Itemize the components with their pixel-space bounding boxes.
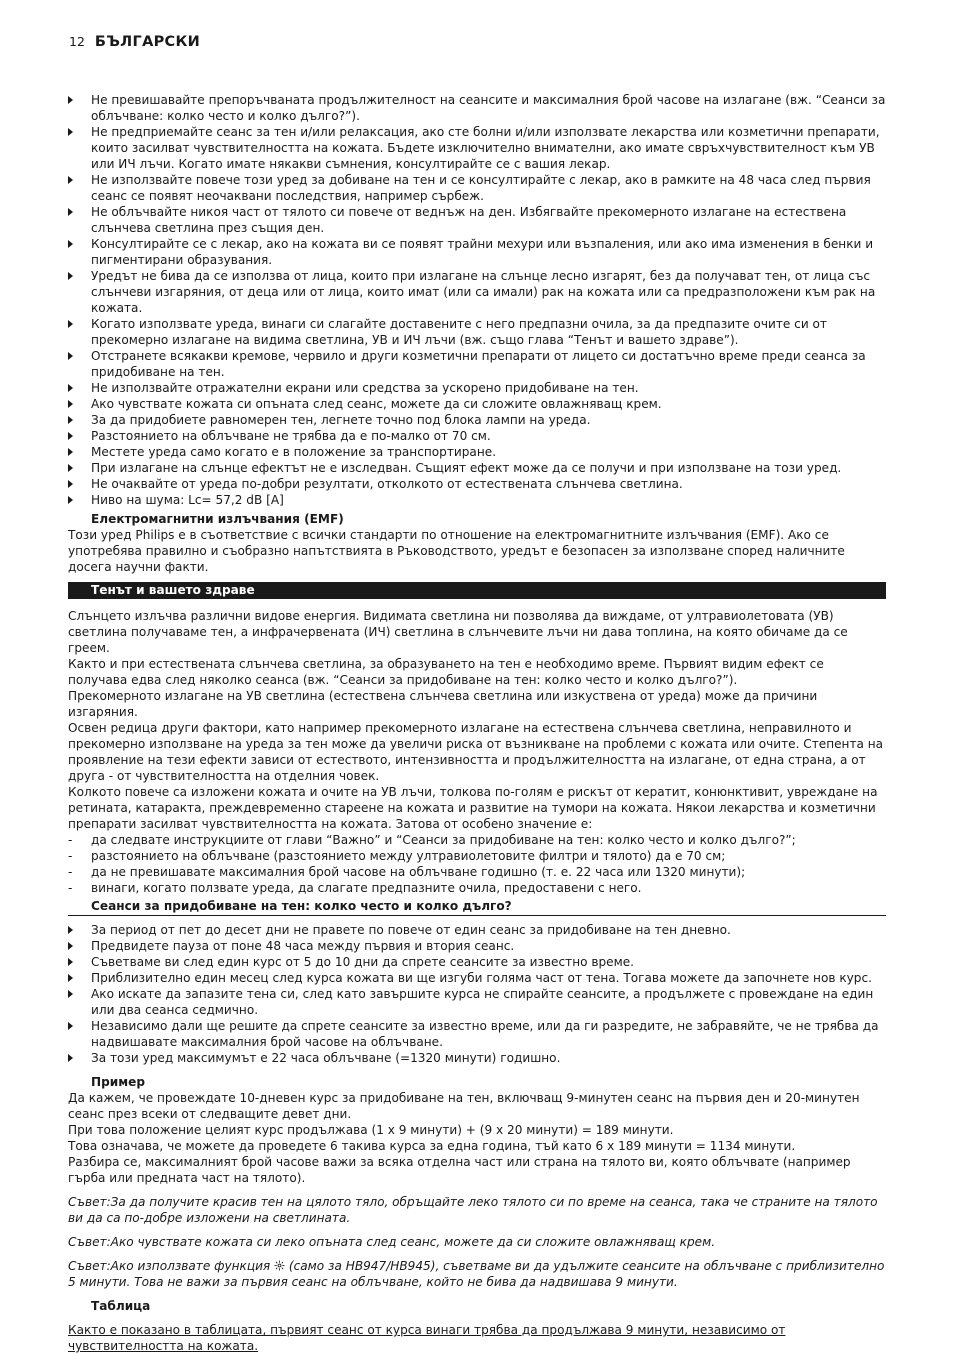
list-item: - винаги, когато ползвате уреда, да слагате предпазните очила, предоставени с него. <box>68 881 642 895</box>
list-item: При излагане на слънце ефектът не е изследван. Същият ефект може да се получи и при използване на този уред. <box>68 460 886 476</box>
bullet-icon <box>68 496 73 504</box>
list-item: Независимо дали ще решите да спрете сеансите за известно време, или да ги разредите, не забравяйте, че не трябва да надвишавате максималния брой часове на облъчване. <box>68 1018 886 1050</box>
bullet-icon <box>68 272 73 280</box>
bullet-icon <box>68 96 73 104</box>
list-item: - да следвате инструкциите от глави “Важно” и “Сеанси за придобиване на тен: колко често и колко дълго?”; <box>68 833 796 847</box>
list-item: Предвидете пауза от поне 48 часа между първия и втория сеанс. <box>68 938 886 954</box>
list-item: Не използвайте повече този уред за добиване на тен и се консултирайте с лекар, ако в рамките на 48 часа след първия сеанс се появят неочаквани последствия, например сърбеж. <box>68 172 886 204</box>
list-item: Уредът не бива да се използва от лица, които при излагане на слънце лесно изгарят, без да получават тен, от лица със слънчеви изгаряния, от деца или от лица, които имат (или са имали) рак на кожата или са предразположени към рак на кожата. <box>68 268 886 316</box>
bullet-icon <box>68 208 73 216</box>
example-paragraph: При това положение целият курс продължава (1 x 9 минути) + (9 x 20 минути) = 189 минути. <box>68 1123 674 1137</box>
example-paragraph: Разбира се, максималният брой часове важи за всяка отделна част или страна на тялото ви, която облъчвате (например гърба или предната част на тялото). <box>68 1155 851 1185</box>
health-paragraph: Колкото повече са изложени кожата и очите на УВ лъчи, толкова по-голям е рискът от кератит, конюнктивит, увреждане на ретината, катаракта, преждевременно стареене на кожата и развитие на тумори на кожата. Някои лекарства и козметични препарати засилват чувствителността на кожата. Затова от особено значение е: <box>68 785 878 831</box>
page-header <box>69 34 200 50</box>
bullet-icon <box>68 384 73 392</box>
list-item: Ако искате да запазите тена си, след като завършите курса не спирайте сеансите, а продължете с провеждане на един или два сеанса седмично. <box>68 986 886 1018</box>
tip-text: Съвет:За да получите красив тен на цялото тяло, обръщайте леко тялото си по време на сеанса, така че страните на тялото ви да са по-добре изложени на светлината. <box>68 1195 878 1225</box>
bullet-icon <box>68 416 73 424</box>
list-item: Местете уреда само когато е в положение за транспортиране. <box>68 444 886 460</box>
list-item: Не очаквайте от уреда по-добри резултати, отколкото от естествената слънчева светлина. <box>68 476 886 492</box>
bullet-icon <box>68 942 73 950</box>
sessions-heading: Сеанси за придобиване на тен: колко често и колко дълго? <box>68 898 886 916</box>
example-heading: Пример <box>91 1075 145 1089</box>
health-paragraph: Освен редица други фактори, като например прекомерното излагане на естествена слънчева светлина, неправилното и прекомерно използване на уреда за тен може да увеличи риска от възникване на проблеми с кожата или очите. Степента на проявление на тези ефекти зависи от естеството, интензивността и продължителността на излагане, от една страна, а от друга - от чувствителността на отделния човек. <box>68 721 884 783</box>
bullet-icon <box>68 448 73 456</box>
dash-marker: - <box>68 881 73 895</box>
table-heading: Таблица <box>91 1299 151 1313</box>
health-paragraph: Прекомерното излагане на УВ светлина (естествена слънчева светлина или изкуствена от уреда) може да причини изгаряния. <box>68 689 818 719</box>
example-paragraph: Да кажем, че провеждате 10-дневен курс за придобиване на тен, включващ 9-минутен сеанс на първия ден и 20-минутен сеанс през всеки от следващите девет дни. <box>68 1091 860 1121</box>
bullet-icon <box>68 926 73 934</box>
bullet-icon <box>68 352 73 360</box>
health-paragraph: Слънцето излъчва различни видове енергия. Видимата светлина ни позволява да виждаме, от ултравиолетовата (УВ) светлина получаваме тен, а инфрачервената (ИЧ) светлина в слънчевите лъчи ни дава топлина, на която обичаме да се греем. <box>68 609 848 655</box>
emf-text: Този уред Philips е в съответствие с всички стандарти по отношение на електромагнитните излъчвания (EMF). Ако се употребява правилно и съобразно напътствията в Ръководството, уредът е безопасен за използване според наличните досега научни факти. <box>68 528 845 574</box>
bullet-icon <box>68 480 73 488</box>
bullet-icon <box>68 176 73 184</box>
bullet-icon <box>68 1054 73 1062</box>
list-item: Не предприемайте сеанс за тен и/или релаксация, ако сте болни и/или използвате лекарства или козметични препарати, които засилват чувствителността на кожата. Бъдете изключително внимателни, ако имате свръхчувствителност към УВ или ИЧ лъчи. Когато имате някакви съмнения, консултирайте се с вашия лекар. <box>68 124 886 172</box>
list-item: Отстранете всякакви кремове, червило и други козметични препарати от лицето си достатъчно време преди сеанса за придобиване на тен. <box>68 348 886 380</box>
list-item: Ниво на шума: Lc= 57,2 dB [A] <box>68 492 886 508</box>
precautions-list <box>68 832 886 896</box>
bullet-icon <box>68 432 73 440</box>
list-item: Ако чувствате кожата си опъната след сеанс, можете да си сложите овлажняващ крем. <box>68 396 886 412</box>
emf-heading: Електромагнитни излъчвания (EMF) <box>91 512 344 526</box>
bullet-icon <box>68 320 73 328</box>
list-item: За период от пет до десет дни не правете по повече от един сеанс за придобиване на тен дневно. <box>68 922 886 938</box>
health-paragraph: Както и при естествената слънчева светлина, за образуването на тен е необходимо време. Първият видим ефект се получава едва след няколко сеанса (вж. “Сеанси за придобиване на тен: колко често и колко дълго?”). <box>68 657 824 687</box>
language-title: БЪЛГАРСКИ <box>94 34 201 50</box>
sessions-list <box>68 922 886 1066</box>
list-item: Не облъчвайте никоя част от тялото си повече от веднъж на ден. Избягвайте прекомерното излагане на естествена слънчева светлина през същия ден. <box>68 204 886 236</box>
bullet-icon <box>68 974 73 982</box>
bullet-icon <box>68 240 73 248</box>
list-item: Съветваме ви след един курс от 5 до 10 дни да спрете сеансите за известно време. <box>68 954 886 970</box>
tip-text: Съвет:Ако чувствате кожата си леко опъната след сеанс, можете да си сложите овлажняващ крем. <box>68 1235 716 1249</box>
list-item: Приблизително един месец след курса кожата ви ще изгуби голяма част от тена. Тогава можете да започнете нов курс. <box>68 970 886 986</box>
bullet-icon <box>68 1022 73 1030</box>
sun-boost-icon <box>274 1260 285 1271</box>
dash-marker: - <box>68 833 73 847</box>
list-item: Не използвайте отражателни екрани или средства за ускорено придобиване на тен. <box>68 380 886 396</box>
list-item: Разстоянието на облъчване не трябва да е по-малко от 70 см. <box>68 428 886 444</box>
list-item: Не превишавайте препоръчваната продължителност на сеансите и максималния брой часове на излагане (вж. “Сеанси за облъчване: колко често и колко дълго?”). <box>68 92 886 124</box>
section-title-health: Тенът и вашето здраве <box>68 582 886 599</box>
bullet-icon <box>68 958 73 966</box>
list-item: За да придобиете равномерен тен, легнете точно под блока лампи на уреда. <box>68 412 886 428</box>
bullet-icon <box>68 464 73 472</box>
bullet-icon <box>68 990 73 998</box>
table-intro-text: Както е показано в таблицата, първият сеанс от курса винаги трябва да продължава 9 минути, независимо от чувствителността на кожата. <box>68 1323 786 1353</box>
dash-marker: - <box>68 849 73 863</box>
bullet-icon <box>68 400 73 408</box>
page-number: 12 <box>69 34 85 49</box>
list-item: За този уред максимумът е 22 часа облъчване (=1320 минути) годишно. <box>68 1050 886 1066</box>
list-item: Консултирайте се с лекар, ако на кожата ви се появят трайни мехури или възпаления, или ако има изменения в бенки и пигментирани образувания. <box>68 236 886 268</box>
tip-text: Съвет:Ако използвате функция (само за HB947/HB945), съветваме ви да удължите сеансите на облъчване с приблизително 5 минути. Това не важи за първия сеанс на облъчване, който не бива да надвишава 9 минути. <box>68 1259 885 1289</box>
dash-marker: - <box>68 865 73 879</box>
list-item: Когато използвате уреда, винаги си слагайте доставените с него предпазни очила, за да предпазите очите си от прекомерно излагане на видима светлина, УВ и ИЧ лъчи (вж. също глава “Тенът и вашето здраве”). <box>68 316 886 348</box>
list-item: - да не превишавате максималния брой часове на облъчване годишно (т. е. 22 часа или 1320 минути); <box>68 865 746 879</box>
warnings-list <box>68 92 886 508</box>
bullet-icon <box>68 128 73 136</box>
page-content <box>68 92 886 1354</box>
list-item: - разстоянието на облъчване (разстоянието между ултравиолетовите филтри и тялото) да е 70 см; <box>68 849 726 863</box>
example-paragraph: Това означава, че можете да проведете 6 такива курса за една година, тъй като 6 x 189 минути = 1134 минути. <box>68 1139 796 1153</box>
